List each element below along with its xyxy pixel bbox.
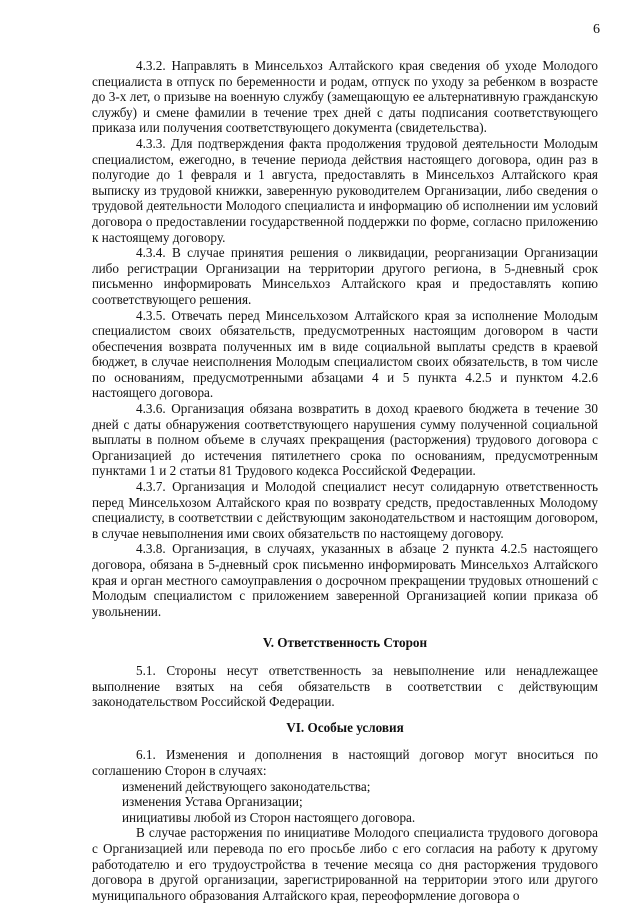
paragraph-4-3-4: 4.3.4. В случае принятия решения о ликвидации, реорганизации Организации либо регистрации Организации на территории другого региона, в 5-дневный срок письменно информировать Минсельхоз Алтайского края и предоставлять копию соответствующего решения. xyxy=(92,245,598,307)
list-item: изменения Устава Организации; xyxy=(122,794,303,810)
document-body xyxy=(92,58,598,903)
page-number: 6 xyxy=(593,22,600,37)
paragraph-4-3-3: 4.3.3. Для подтверждения факта продолжения трудовой деятельности Молодым специалистом, ежегодно, в течение периода действия настоящего договора, один раз в полугодие до 1 февраля и 1 августа, предоставлять в Минсельхоз Алтайского края выписку из трудовой книжки, заверенную руководителем Организации, либо сведения о трудовой деятельности Молодого специалиста и информацию об исполнении им условий договора о предоставлении государственной поддержки по форме, согласно приложению к настоящему договору. xyxy=(92,135,598,245)
paragraph-4-3-7: 4.3.7. Организация и Молодой специалист несут солидарную ответственность перед Минсельхозом Алтайского края по возврату средств, предоставленных Молодому специалисту, в соответствии с действующим законодательством и настоящим договором, в случае невыполнения ими своих обязательств по настоящему договору. xyxy=(92,479,598,541)
list-item: изменений действующего законодательства; xyxy=(122,778,371,794)
paragraph-4-3-8: 4.3.8. Организация, в случаях, указанных в абзаце 2 пункта 4.2.5 настоящего договора, обязана в 5-дневный срок письменно информировать Минсельхоз Алтайского края и орган местного самоуправления о досрочном прекращении трудовых отношений с Молодым специалистом с приложением заверенной Организацией копии приказа об увольнении. xyxy=(92,541,598,619)
paragraph-6-1: 6.1. Изменения и дополнения в настоящий договор могут вноситься по соглашению Сторон в случаях: xyxy=(92,747,598,778)
paragraph-4-3-2: 4.3.2. Направлять в Минсельхоз Алтайского края сведения об уходе Молодого специалиста в отпуск по беременности и родам, отпуск по уходу за ребенком в возрасте до 3-х лет, о призыве на военную службу (замещающую ее альтернативную гражданскую службу) и смене фамилии в течение трех дней с даты подписания соответствующего приказа или получения соответствующего документа (свидетельства). xyxy=(92,58,598,136)
section-6-heading: VI. Особые условия xyxy=(286,719,404,735)
list-item: инициативы любой из Сторон настоящего договора. xyxy=(122,809,416,825)
paragraph-5-1: 5.1. Стороны несут ответственность за невыполнение или ненадлежащее выполнение взятых на себя обязательств в соответствии с действующим законодательством Российской Федерации. xyxy=(92,662,598,710)
section-5-heading: V. Ответственность Сторон xyxy=(262,635,428,651)
paragraph-4-3-5: 4.3.5. Отвечать перед Минсельхозом Алтайского края за исполнение Молодым специалистом своих обязательств, предусмотренных настоящим договором в части обеспечения возврата полученных им в виде социальной выплаты средств в краевой бюджет, в случае неисполнения Молодым специалистом своих обязательств, в том числе по основаниям, предусмотренными абзацами 4 и 5 пункта 4.2.5 и пунктом 4.2.6 настоящего договора. xyxy=(92,307,598,401)
paragraph-termination: В случае расторжения по инициативе Молодого специалиста трудового договора с Организацией или перевода по его просьбе либо с его согласия на работу к другому работодателю и его трудоустройства в течение месяца со дня расторжения трудового договора в другой организации, зарегистрированной на территории этого или другого муниципального образования Алтайского края, переоформление договора о xyxy=(92,825,598,903)
paragraph-4-3-6: 4.3.6. Организация обязана возвратить в доход краевого бюджета в течение 30 дней с даты обнаружения соответствующего нарушения сумму полученной социальной выплаты в полном объеме в случаях прекращения (расторжения) трудового договора с Организацией до истечения пятилетнего срока по основаниям, предусмотренным пунктами 1 и 2 статьи 81 Трудового кодекса Российской Федерации. xyxy=(92,401,598,479)
